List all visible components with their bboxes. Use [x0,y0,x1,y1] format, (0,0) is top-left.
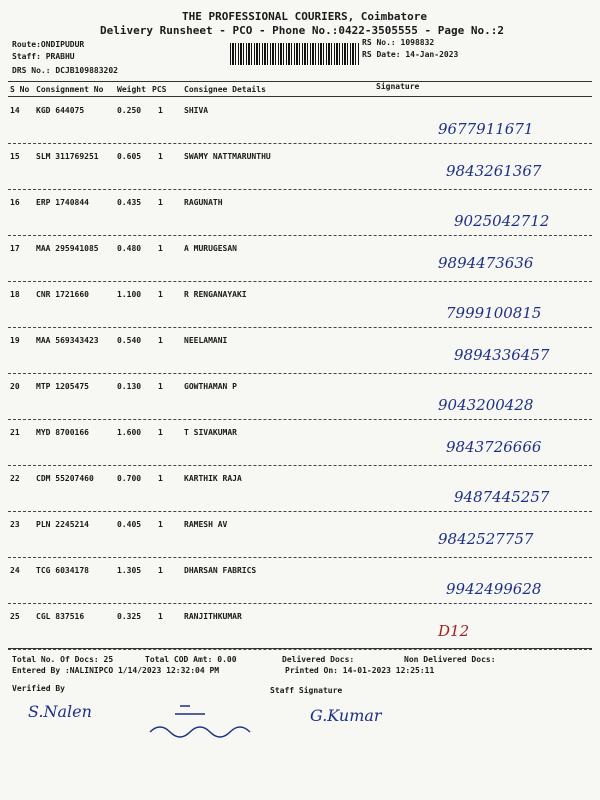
row-sno: 25 [10,612,20,621]
table-row [8,190,592,236]
staff-signature-label: Staff Signature [270,686,343,695]
row-signature: 9677911671 [438,120,534,138]
staff-label: Staff: PRABHU [12,52,75,61]
row-sno: 16 [10,198,20,207]
verified-by-label: Verified By [12,684,65,693]
row-sno: 18 [10,290,20,299]
row-sno: 23 [10,520,20,529]
row-signature: 9043200428 [438,396,534,414]
row-consignment-no: ERP 1740844 [36,198,89,207]
row-consignment-no: MAA 295941085 [36,244,99,253]
row-pcs: 1 [158,244,163,253]
row-signature: 9842527757 [438,530,534,548]
row-pcs: 1 [158,198,163,207]
row-consignee: DHARSAN FABRICS [184,566,257,575]
non-delivered-docs: Non Delivered Docs: [404,655,496,664]
col-header-sno: S No [10,85,30,94]
row-weight: 0.700 [117,474,142,483]
row-weight: 0.435 [117,198,142,207]
row-weight: 0.480 [117,244,142,253]
scribble-signature [140,700,280,750]
col-header-consignment: Consignment No [36,85,104,94]
row-pcs: 1 [158,106,163,115]
table-row [8,466,592,512]
route-label: Route:ONDIPUDUR [12,40,85,49]
row-consignment-no: CNR 1721660 [36,290,89,299]
row-signature: 7999100815 [446,304,542,322]
row-sno: 22 [10,474,20,483]
row-signature: D12 [438,622,470,640]
row-weight: 1.600 [117,428,142,437]
row-consignee: KARTHIK RAJA [184,474,242,483]
table-row [8,604,592,650]
row-consignment-no: MYD 8700166 [36,428,89,437]
row-signature: 9843261367 [446,162,542,180]
table-row [8,282,592,328]
row-pcs: 1 [158,520,163,529]
rs-number: RS No.: 1098832 [362,38,435,47]
row-consignment-no: MTP 1205475 [36,382,89,391]
row-consignee: R RENGANAYAKI [184,290,247,299]
row-consignment-no: PLN 2245214 [36,520,89,529]
table-row [8,374,592,420]
row-weight: 1.100 [117,290,142,299]
row-consignee: A MURUGESAN [184,244,237,253]
row-pcs: 1 [158,152,163,161]
table-top-rule [8,81,592,82]
row-consignment-no: KGD 644075 [36,106,85,115]
row-sno: 14 [10,106,20,115]
row-pcs: 1 [158,612,163,621]
table-row [8,328,592,374]
row-signature: 9487445257 [454,488,550,506]
total-docs: Total No. Of Docs: 25 [12,655,114,664]
table-header-rule [8,96,592,97]
row-weight: 0.130 [117,382,142,391]
row-weight: 0.405 [117,520,142,529]
row-consignment-no: CDM 55207460 [36,474,94,483]
row-consignee: SWAMY NATTMARUNTHU [184,152,271,161]
row-sno: 24 [10,566,20,575]
row-sno: 19 [10,336,20,345]
table-row [8,144,592,190]
table-row [8,558,592,604]
row-weight: 0.605 [117,152,142,161]
row-weight: 1.305 [117,566,142,575]
row-weight: 0.325 [117,612,142,621]
table-bottom-rule [8,648,592,649]
row-consignee: RANJITHKUMAR [184,612,242,621]
company-title: THE PROFESSIONAL COURIERS, Coimbatore [182,10,428,23]
row-consignee: SHIVA [184,106,209,115]
row-consignee: RAMESH AV [184,520,228,529]
row-signature: 9894336457 [454,346,550,364]
row-weight: 0.540 [117,336,142,345]
printed-on: Printed On: 14-01-2023 12:25:11 [285,666,435,675]
table-row [8,98,592,144]
row-pcs: 1 [158,428,163,437]
row-sno: 20 [10,382,20,391]
row-consignment-no: CGL 837516 [36,612,85,621]
col-header-consignee: Consignee Details [184,85,266,94]
table-row [8,236,592,282]
table-row [8,420,592,466]
verified-signature: S.Nalen [28,702,92,721]
row-pcs: 1 [158,290,163,299]
row-signature: 9843726666 [446,438,542,456]
row-consignment-no: SLM 311769251 [36,152,99,161]
row-consignment-no: TCG 6034178 [36,566,89,575]
total-cod: Total COD Amt: 0.00 [145,655,237,664]
row-divider [8,649,592,650]
col-header-signature: Signature [376,82,420,91]
row-sno: 15 [10,152,20,161]
row-sno: 17 [10,244,20,253]
row-consignee: T SIVAKUMAR [184,428,237,437]
row-signature: 9025042712 [454,212,550,230]
entered-by: Entered By :NALINIPCO 1/14/2023 12:32:04 PM [12,666,220,675]
row-weight: 0.250 [117,106,142,115]
row-consignment-no: MAA 569343423 [36,336,99,345]
row-consignee: RAGUNATH [184,198,223,207]
row-sno: 21 [10,428,20,437]
staff-signature: G.Kumar [310,706,382,725]
runsheet-title: Delivery Runsheet - PCO - Phone No.:0422-3505555 - Page No.:2 [100,24,504,37]
barcode-image [230,43,360,65]
drs-number: DRS No.: DCJB109883202 [12,66,118,75]
rs-date: RS Date: 14-Jan-2023 [362,50,459,59]
row-pcs: 1 [158,336,163,345]
col-header-pcs: PCS [152,85,167,94]
row-pcs: 1 [158,474,163,483]
row-signature: 9942499628 [446,580,542,598]
delivered-docs: Delivered Docs: [282,655,355,664]
row-pcs: 1 [158,382,163,391]
col-header-weight: Weight [117,85,146,94]
row-pcs: 1 [158,566,163,575]
table-row [8,512,592,558]
row-consignee: GOWTHAMAN P [184,382,237,391]
row-consignee: NEELAMANI [184,336,228,345]
row-signature: 9894473636 [438,254,534,272]
